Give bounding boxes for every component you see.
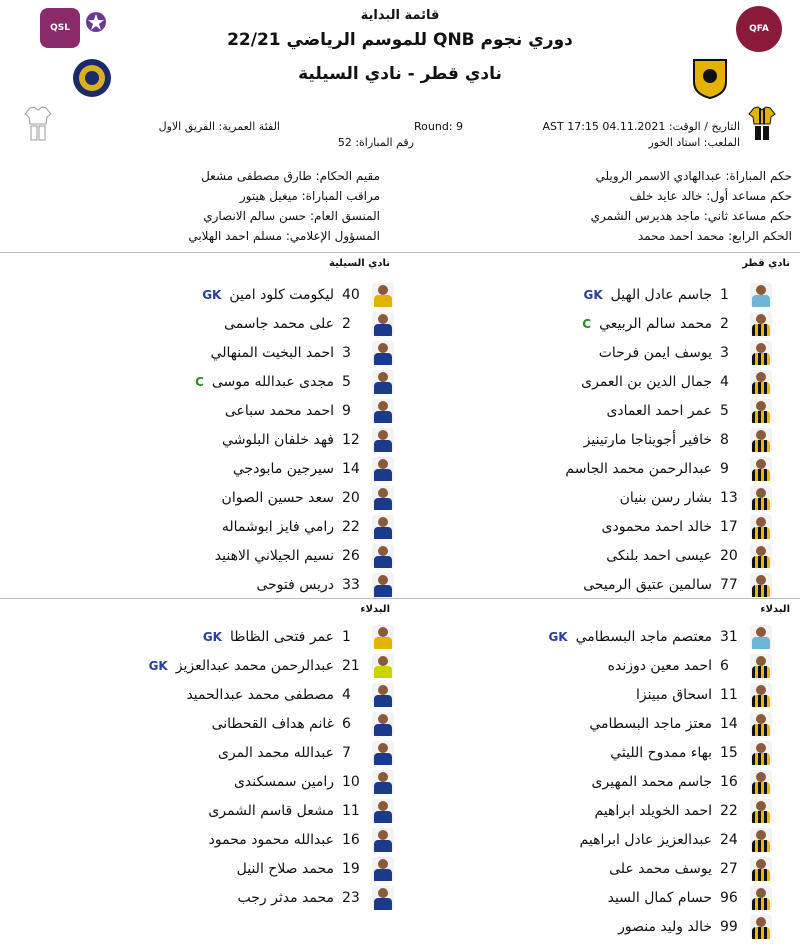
match-title: نادي قطر - نادي السيلية: [298, 64, 502, 84]
player-name: نسيم الجيلاني الاهنيد: [214, 548, 334, 564]
player-number: 17: [720, 519, 738, 535]
player-number: 77: [720, 577, 738, 593]
player-number: 20: [720, 548, 738, 564]
player-row: [580, 827, 772, 853]
player-number: 23: [342, 890, 360, 906]
player-number: 99: [720, 919, 738, 935]
player-name: على محمد جاسمى: [224, 316, 334, 332]
player-row: [212, 711, 394, 737]
player-row: [594, 798, 772, 824]
player-photo-icon: [750, 370, 772, 394]
player-row: [237, 885, 394, 911]
player-number: 5: [720, 403, 729, 419]
player-photo-icon: [750, 544, 772, 568]
player-photo-icon: [750, 915, 772, 939]
player-name: سيرجين مابودجي: [232, 461, 334, 477]
player-row: [215, 543, 394, 569]
player-photo-icon: [372, 515, 394, 539]
player-photo-icon: [372, 683, 394, 707]
player-name: بشار رسن بنيان: [619, 490, 712, 506]
player-number: 9: [342, 403, 351, 419]
player-row: [218, 740, 394, 766]
player-name: عمر فتحى الظاظا: [229, 629, 334, 645]
player-photo-icon: [372, 544, 394, 568]
player-photo-icon: [750, 341, 772, 365]
match-round: Round: 9: [414, 120, 464, 133]
home-kit-icon: [748, 106, 776, 142]
match-number: رقم المباراة: 52: [337, 136, 414, 149]
player-row: [202, 282, 394, 308]
player-row: [565, 456, 772, 482]
page-title: قائمة البداية: [360, 8, 440, 23]
player-row: [620, 485, 772, 511]
player-name: يوسف ايمن فرحات: [598, 345, 712, 361]
player-photo-icon: [372, 799, 394, 823]
player-name: يوسف محمد على: [609, 861, 712, 877]
player-row: [608, 885, 772, 911]
player-name: عبدالله محمد المرى: [217, 745, 334, 761]
player-name: احمد البخيت المنهالي: [210, 345, 334, 361]
player-photo-icon: [750, 428, 772, 452]
player-number: 31: [720, 629, 738, 645]
player-number: 15: [720, 745, 738, 761]
player-number: 1: [720, 287, 729, 303]
player-name: عبدالله محمود محمود: [208, 832, 334, 848]
player-number: 40: [342, 287, 360, 303]
league-title: دوري نجوم QNB للموسم الرياضي 22/21: [227, 30, 573, 50]
player-photo-icon: [750, 683, 772, 707]
player-row: [636, 682, 772, 708]
player-row: [256, 572, 394, 598]
player-name: ليكومت كلود امين: [229, 287, 334, 303]
player-row: [211, 340, 394, 366]
player-number: 19: [342, 861, 360, 877]
player-number: 10: [342, 774, 360, 790]
player-number: 5: [342, 374, 351, 390]
player-number: 6: [342, 716, 351, 732]
player-row: [186, 682, 394, 708]
goalkeeper-badge: GK: [202, 630, 222, 644]
player-row: [203, 624, 394, 650]
player-row: [592, 769, 772, 795]
divider: [0, 252, 800, 253]
player-name: حسام كمال السيد: [607, 890, 712, 906]
player-row: [234, 769, 394, 795]
player-number: 8: [720, 432, 729, 448]
player-row: [606, 398, 772, 424]
age-category: الفئة العمرية: الفريق الاول: [158, 120, 280, 133]
qatar-sc-crest-icon: [690, 56, 730, 100]
player-photo-icon: [750, 770, 772, 794]
player-photo-icon: [750, 886, 772, 910]
player-name: جاسم عادل الهيل: [610, 287, 712, 303]
player-row: [606, 543, 772, 569]
fourth-official: الحكم الرابع: محمد احمد محمد: [637, 229, 792, 243]
player-number: 16: [342, 832, 360, 848]
player-name: عمر احمد العمادى: [606, 403, 712, 419]
player-photo-icon: [750, 741, 772, 765]
player-photo-icon: [750, 625, 772, 649]
player-number: 2: [342, 316, 351, 332]
goalkeeper-badge: GK: [548, 630, 568, 644]
qsl-logo-text: QSL: [50, 23, 70, 33]
player-photo-icon: [372, 625, 394, 649]
player-name: معتز ماجد البسطامي: [589, 716, 712, 732]
player-name: سالمين عتيق الرميحى: [583, 577, 712, 593]
player-photo-icon: [750, 654, 772, 678]
player-photo-icon: [750, 399, 772, 423]
player-name: خافير أجويناجا مارتينيز: [583, 432, 712, 448]
player-name: مجدى عبدالله موسى: [211, 374, 334, 390]
referee-assessor: مقيم الحكام: طارق مصطفى مشعل: [201, 169, 380, 183]
player-photo-icon: [750, 515, 772, 539]
player-name: بهاء ممدوح الليثي: [610, 745, 712, 761]
captain-badge: C: [582, 317, 592, 331]
player-photo-icon: [750, 283, 772, 307]
al-sailiya-crest-icon: [72, 58, 112, 98]
player-name: عبدالرحمن محمد الجاسم: [565, 461, 712, 477]
general-coordinator: المنسق العام: حسن سالم الانصاري: [203, 209, 380, 223]
player-number: 22: [342, 519, 360, 535]
player-name: دريس فتوحى: [256, 577, 334, 593]
player-number: 22: [720, 803, 738, 819]
goalkeeper-badge: GK: [202, 288, 222, 302]
match-stadium: الملعب: استاد الخور: [648, 136, 740, 149]
media-officer: المسؤول الإعلامي: مسلم احمد الهلابي: [188, 229, 380, 243]
player-name: احمد معين دوزنده: [607, 658, 712, 674]
player-row: [209, 827, 394, 853]
player-name: فهد خلفان البلوشي: [222, 432, 334, 448]
player-number: 11: [720, 687, 738, 703]
player-photo-icon: [750, 828, 772, 852]
goalkeeper-badge: GK: [583, 288, 603, 302]
player-number: 4: [342, 687, 351, 703]
home-subs-label: البدلاء: [760, 604, 790, 615]
player-name: رامي فايز ابوشماله: [221, 519, 334, 535]
player-photo-icon: [750, 857, 772, 881]
home-team-label: نادي قطر: [742, 258, 790, 269]
player-photo-icon: [750, 799, 772, 823]
player-row: [222, 485, 394, 511]
player-name: غانم هداف القحطانى: [211, 716, 334, 732]
player-name: جاسم محمد المهيرى: [591, 774, 712, 790]
player-name: مصطفى محمد عبدالحميد: [186, 687, 334, 703]
player-photo-icon: [372, 283, 394, 307]
qfa-logo-text: QFA: [749, 24, 769, 34]
player-number: 4: [720, 374, 729, 390]
player-number: 11: [342, 803, 360, 819]
player-number: 24: [720, 832, 738, 848]
player-row: [581, 369, 772, 395]
player-photo-icon: [750, 312, 772, 336]
assistant-referee-2: حكم مساعد ثاني: ماجد هديرس الشمري: [590, 209, 792, 223]
player-row: [602, 514, 772, 540]
player-row: [548, 624, 772, 650]
player-number: 21: [342, 658, 360, 674]
player-photo-icon: [372, 457, 394, 481]
player-number: 6: [720, 658, 729, 674]
player-number: 2: [720, 316, 729, 332]
officials-right: [591, 166, 792, 246]
player-row: [208, 798, 394, 824]
player-name: خالد وليد منصور: [618, 919, 712, 935]
subs-divider: [0, 598, 800, 599]
player-name: جمال الدين بن العمرى: [581, 374, 712, 390]
player-row: [225, 398, 394, 424]
player-photo-icon: [372, 312, 394, 336]
player-name: اسحاق مبينزا: [635, 687, 712, 703]
player-name: خالد احمد محمودى: [601, 519, 712, 535]
officials-left: [188, 166, 380, 246]
player-row: [224, 311, 394, 337]
player-name: عبدالعزيز عادل ابراهيم: [579, 832, 712, 848]
player-number: 20: [342, 490, 360, 506]
player-name: رامين سمسكندى: [233, 774, 334, 790]
player-photo-icon: [372, 428, 394, 452]
player-row: [222, 427, 394, 453]
player-photo-icon: [750, 712, 772, 736]
match-datetime: التاريخ / الوقت: 04.11.2021 17:15 AST: [542, 120, 740, 133]
player-row: [618, 914, 772, 940]
player-photo-icon: [372, 654, 394, 678]
player-number: 26: [342, 548, 360, 564]
player-number: 9: [720, 461, 729, 477]
player-row: [583, 572, 772, 598]
referee: حكم المباراة: عبدالهادي الاسمر الرويلي: [595, 169, 792, 183]
player-photo-icon: [372, 741, 394, 765]
player-name: احمد الخويلد ابراهيم: [594, 803, 712, 819]
player-row: [584, 282, 773, 308]
away-team-label: نادي السيلية: [329, 258, 390, 269]
player-photo-icon: [372, 399, 394, 423]
player-photo-icon: [372, 886, 394, 910]
match-commissioner: مراقب المباراة: ميغيل هيتور: [239, 189, 380, 203]
player-name: عيسى احمد بلنكى: [606, 548, 712, 564]
player-photo-icon: [372, 828, 394, 852]
player-row: [609, 856, 772, 882]
player-name: سعد حسين الصوان: [221, 490, 334, 506]
player-photo-icon: [372, 486, 394, 510]
away-kit-icon: [24, 106, 52, 142]
player-name: محمد مدثر رجب: [237, 890, 334, 906]
player-name: محمد صلاح النيل: [236, 861, 334, 877]
player-number: 14: [720, 716, 738, 732]
captain-badge: C: [195, 375, 204, 389]
player-number: 14: [342, 461, 360, 477]
away-subs-label: البدلاء: [360, 604, 390, 615]
player-photo-icon: [372, 573, 394, 597]
player-name: معتصم ماجد البسطامي: [575, 629, 712, 645]
player-number: 1: [342, 629, 351, 645]
player-photo-icon: [750, 486, 772, 510]
player-number: 12: [342, 432, 360, 448]
player-name: مشعل قاسم الشمرى: [208, 803, 334, 819]
player-number: 13: [720, 490, 738, 506]
player-number: 33: [342, 577, 360, 593]
player-row: [599, 340, 772, 366]
goalkeeper-badge: GK: [148, 659, 168, 673]
player-number: 27: [720, 861, 738, 877]
player-number: 96: [720, 890, 738, 906]
player-photo-icon: [372, 712, 394, 736]
player-photo-icon: [750, 573, 772, 597]
player-photo-icon: [372, 770, 394, 794]
player-row: [237, 856, 394, 882]
player-row: [195, 369, 394, 395]
player-row: [222, 514, 394, 540]
assistant-referee-1: حكم مساعد أول: خالد عايد خلف: [629, 189, 792, 203]
player-photo-icon: [750, 457, 772, 481]
player-number: 16: [720, 774, 738, 790]
player-row: [608, 653, 772, 679]
player-photo-icon: [372, 370, 394, 394]
player-row: [610, 740, 772, 766]
player-row: [582, 311, 772, 337]
player-number: 3: [720, 345, 729, 361]
player-row: [584, 427, 772, 453]
player-name: محمد سالم الربيعي: [599, 316, 712, 332]
player-row: [149, 653, 394, 679]
player-photo-icon: [372, 341, 394, 365]
player-photo-icon: [372, 857, 394, 881]
player-number: 7: [342, 745, 351, 761]
player-name: احمد محمد سباعى: [224, 403, 334, 419]
player-row: [589, 711, 772, 737]
player-number: 3: [342, 345, 351, 361]
player-name: عبدالرحمن محمد عبدالعزيز: [175, 658, 334, 674]
player-row: [233, 456, 394, 482]
